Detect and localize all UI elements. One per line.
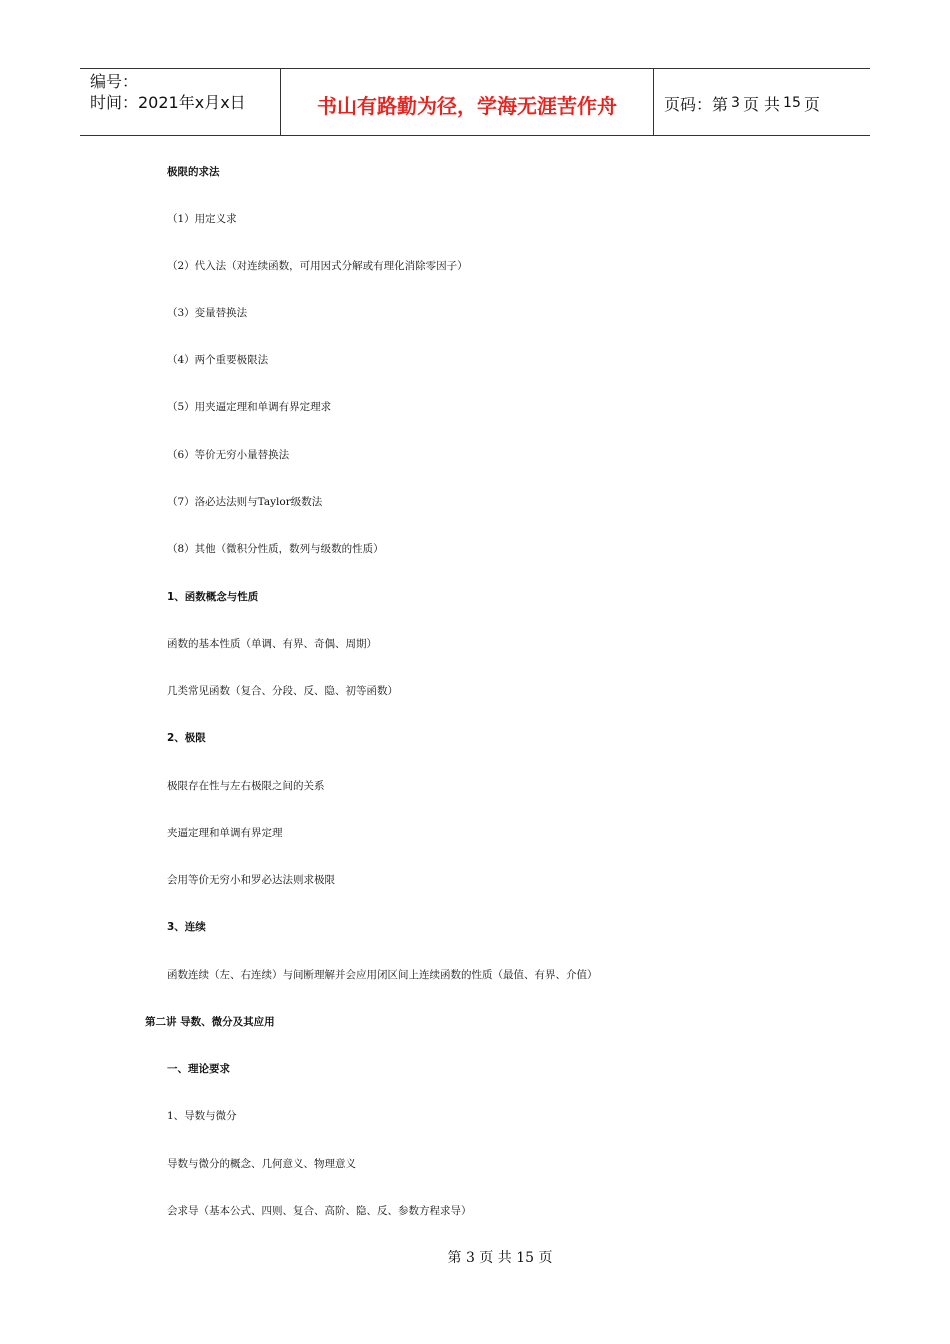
- list-item: （1）用定义求: [167, 213, 237, 225]
- page-current: 3: [731, 95, 740, 111]
- list-item: （7）洛必达法则与Taylor级数法: [167, 496, 323, 508]
- page-mid: 页 共: [742, 94, 781, 114]
- list-item: （3）变量替换法: [167, 307, 248, 319]
- list-item: （8）其他（微积分性质，数列与级数的性质）: [167, 543, 384, 555]
- section-heading: 1、函数概念与性质: [167, 591, 259, 603]
- paragraph: 函数连续（左、右连续）与间断理解并会应用闭区间上连续函数的性质（最值、有界、介值）: [167, 969, 598, 981]
- paragraph: 夹逼定理和单调有界定理: [167, 827, 283, 839]
- header-page-info: [654, 69, 870, 135]
- page-footer: 第 3 页 共 15 页: [447, 1250, 553, 1266]
- page-header: [80, 68, 870, 136]
- list-item: （5）用夹逼定理和单调有界定理求: [167, 401, 332, 413]
- section-heading: 2、极限: [167, 732, 206, 744]
- section-heading: 一、理论要求: [167, 1063, 230, 1075]
- section-heading: 3、连续: [167, 921, 206, 933]
- section-heading: 极限的求法: [167, 166, 220, 178]
- page-prefix: 页码：第: [664, 94, 729, 114]
- paragraph: 会用等价无穷小和罗必达法则求极限: [167, 874, 335, 886]
- paragraph: 函数的基本性质（单调、有界、奇偶、周期）: [167, 638, 377, 650]
- header-info-cell: [80, 69, 281, 135]
- paragraph: 1、导数与微分: [167, 1110, 237, 1122]
- header-motto: 书山有路勤为径，学海无涯苦作舟: [281, 69, 654, 135]
- list-item: （2）代入法（对连续函数，可用因式分解或有理化消除零因子）: [167, 260, 468, 272]
- doc-time-label: 时间：2021年x月x日: [90, 93, 246, 112]
- chapter-heading: 第二讲 导数、微分及其应用: [145, 1016, 275, 1028]
- paragraph: 几类常见函数（复合、分段、反、隐、初等函数）: [167, 685, 398, 697]
- doc-number-label: 编号：: [90, 72, 139, 91]
- paragraph: 会求导（基本公式、四则、复合、高阶、隐、反、参数方程求导）: [167, 1205, 472, 1217]
- paragraph: 导数与微分的概念、几何意义、物理意义: [167, 1158, 356, 1170]
- page-suffix: 页: [803, 94, 820, 114]
- page-total: 15: [783, 95, 801, 111]
- paragraph: 极限存在性与左右极限之间的关系: [167, 780, 325, 792]
- list-item: （4）两个重要极限法: [167, 354, 269, 366]
- list-item: （6）等价无穷小量替换法: [167, 449, 290, 461]
